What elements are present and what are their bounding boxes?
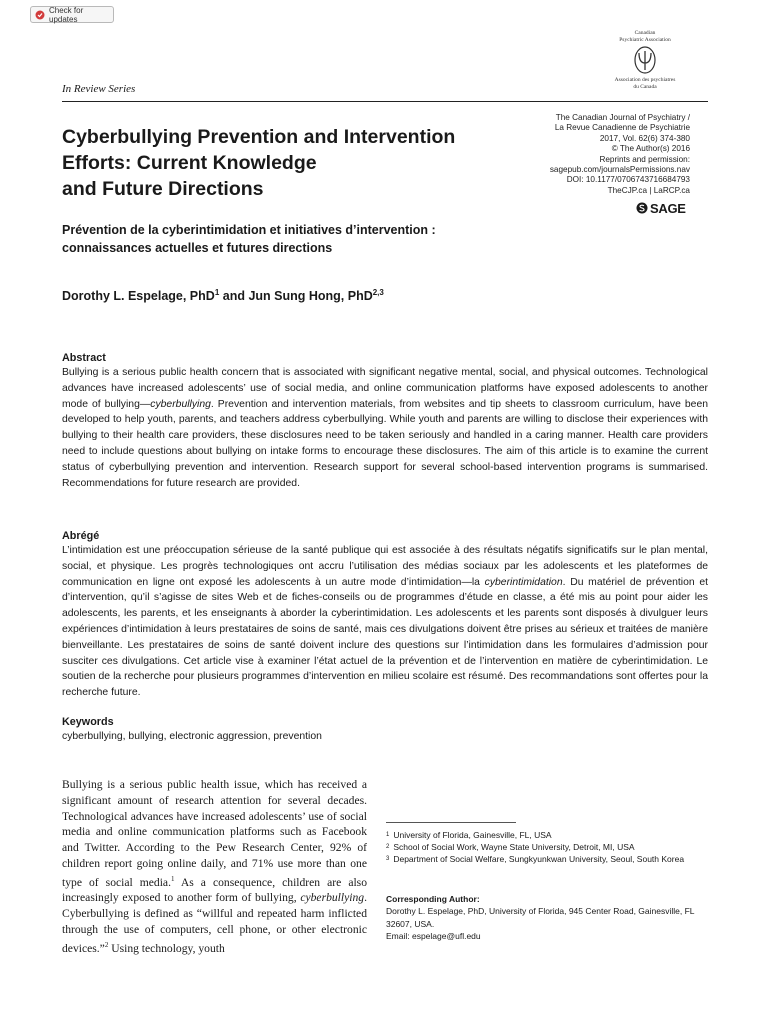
subtitle-line: Prévention de la cyberintimidation et initiatives d’intervention : (62, 223, 436, 237)
corresponding-author (386, 893, 708, 943)
author-name[interactable]: Jun Sung Hong, PhD (248, 289, 373, 304)
publisher-name: SAGE (650, 200, 686, 216)
affiliation-number: 2 (386, 844, 390, 850)
title-line: Cyberbullying Prevention and Intervention (62, 126, 456, 148)
author-name[interactable]: Dorothy L. Espelage, PhD (62, 289, 215, 304)
affiliation-text: Department of Social Welfare, Sungkyunkwan University, Seoul, South Korea (393, 854, 685, 864)
body-text-part: Bullying is a serious public health issue, which has received a significant amount of research attention for several decades. Technological advances have increased adolescents’ use of social media and online communication platforms such as Facebook and Twitter. According to the Pew Research Center, 92% of children report going online daily, and 71% use more than one type of social media. (62, 778, 367, 889)
citation-ref[interactable]: 2 (104, 940, 109, 949)
check-for-updates-label: Check for updates (49, 5, 84, 24)
body-text-part: Using technology, youth (108, 941, 225, 955)
journal-info-line: © The Author(s) 2016 (611, 144, 690, 154)
series-label: In Review Series (62, 83, 136, 95)
footnote-divider (386, 822, 516, 823)
logo-line: Psychiatric Association (619, 36, 671, 43)
abstract-text-part: . Prevention and intervention materials, from websites and tip sheets to classroom curriculum, have been developed to help youth, parents, and teachers address cyberbullying. While youth and parents are willing to disclose their experiences with bullying to their health care providers, these disclosures need to be taken seriously and handled in a caring manner. Health care providers need to include questions about bullying on intake forms to encourage these disclosures. The aim of this article is to examine the current status of cyberbullying prevention and intervention. Research support for several school-based intervention programs is summarised. Recommendations for future research are provided. (62, 398, 708, 489)
journal-info-line: 2017, Vol. 62(6) 374-380 (599, 133, 690, 143)
abstract-text-part: Bullying is a serious public health concern that is associated with significant negative mental, social, and physical outcomes. Technological advances have increased adolescents’ use of social media, and online communication platforms have exposed adolescents to another mode of bullying— (62, 367, 708, 410)
abstract-heading: Abstract (62, 352, 106, 364)
doi-link[interactable]: DOI: 10.1177/0706743716684793 (566, 175, 690, 185)
affiliation-text: University of Florida, Gainesville, FL, USA (393, 830, 552, 840)
journal-website-link[interactable]: TheCJP.ca | LaRCP.ca (607, 185, 690, 195)
body-italic-term: cyberbullying (300, 891, 365, 905)
abrege-text (62, 543, 708, 701)
abstract-italic-term: cyberbullying (150, 398, 211, 410)
keywords-heading: Keywords (62, 716, 114, 728)
title-line: and Future Directions (62, 178, 264, 200)
sage-mark-icon (636, 202, 648, 214)
affiliation-item (386, 853, 708, 865)
abrege-heading: Abrégé (62, 530, 100, 542)
journal-info-link[interactable]: sagepub.com/journalsPermissions.nav (549, 165, 690, 175)
article-title (62, 124, 532, 202)
body-paragraph (62, 777, 367, 956)
abstract-text (62, 365, 708, 491)
journal-info-line: The Canadian Journal of Psychiatry / (555, 113, 690, 122)
abrege-text-part: . Du matériel de prévention et d’intervention, qu’il s’agisse de sites Web et de fiches-conseils ou de programmes d’étude en classe, a été mis au point pour aider les adolescents, les parents, et les enseignants à aborder la cyberintimidation. Les adolescents et les parents sont disposés à divulguer leurs expériences d’intimidation à leurs prestataires de soins de santé, mais ces divulgations doivent être prises au sérieux et traitées de manière bienveillante. Les prestataires de soins de santé doivent inclure des questions sur l’intimidation dans les formulaires d’admission pour susciter ces divulgations. Cet article vise à examiner l’état actuel de la prévention et de l’intervention en matière de cyberintimidation. Le soutien de la recherche pour plusieurs programmes d’intervention en milieu scolaire est résumé. Des recommandations sont offertes pour la recherche future. (62, 576, 708, 699)
body-text-part: As a consequence, children are also increasingly exposed to another form of bullying, (62, 875, 367, 905)
sage-logo (636, 201, 686, 215)
logo-line: du Canada (633, 83, 657, 90)
french-title (62, 222, 532, 257)
header-divider (62, 101, 708, 102)
affiliation-item (386, 829, 708, 841)
corresponding-label: Corresponding Author: (386, 894, 480, 904)
subtitle-line: connaissances actuelles et futures directions (62, 240, 333, 255)
journal-info (520, 113, 690, 196)
logo-line: Canadian (634, 30, 656, 36)
corresponding-email[interactable]: Email: espelage@ufl.edu (386, 931, 481, 942)
crossmark-icon (35, 10, 45, 20)
association-logo (600, 30, 690, 90)
affiliation-text: School of Social Work, Wayne State University, Detroit, MI, USA (393, 842, 635, 852)
abstract-section (62, 351, 708, 491)
abrege-section (62, 529, 708, 701)
abrege-text-part: L’intimidation est une préoccupation sérieuse de la santé publique qui est associée à des résultats négatifs significatifs sur le plan mental, social, et physique. Les progrès technologiques ont accru l’utilisation des médias sociaux par les adolescents et les plateformes de communication en ligne ont exposé les adolescents à un autre mode d’intimidation—la (62, 545, 708, 588)
affiliation-ref: 1 (214, 288, 220, 297)
keywords-section (62, 715, 708, 745)
check-for-updates-button[interactable] (30, 6, 114, 23)
body-text-part: . Cyberbullying is defined as “willful and repeated harm inflicted through the use of computers, cell phone, or other electronic devices.” (62, 891, 367, 955)
author-list (62, 288, 384, 303)
affiliation-list (386, 829, 708, 865)
psi-emblem-icon (633, 45, 657, 75)
keywords-text: cyberbullying, bullying, electronic aggression, prevention (62, 731, 322, 742)
affiliation-item (386, 841, 708, 853)
logo-line: Association des psychiatres (614, 77, 676, 83)
title-line: Efforts: Current Knowledge (62, 152, 317, 174)
affiliation-number: 1 (386, 832, 390, 838)
citation-ref[interactable]: 1 (170, 874, 175, 883)
journal-info-line: La Revue Canadienne de Psychiatrie (554, 123, 690, 133)
affiliation-ref: 2,3 (372, 288, 384, 297)
journal-info-line: Reprints and permission: (599, 154, 690, 164)
abrege-italic-term: cyberintimidation (484, 576, 563, 588)
affiliation-number: 3 (386, 856, 390, 862)
author-joiner: and (219, 289, 249, 304)
corresponding-address: Dorothy L. Espelage, PhD, University of Florida, 945 Center Road, Gainesville, FL 32607, USA. (386, 906, 695, 929)
